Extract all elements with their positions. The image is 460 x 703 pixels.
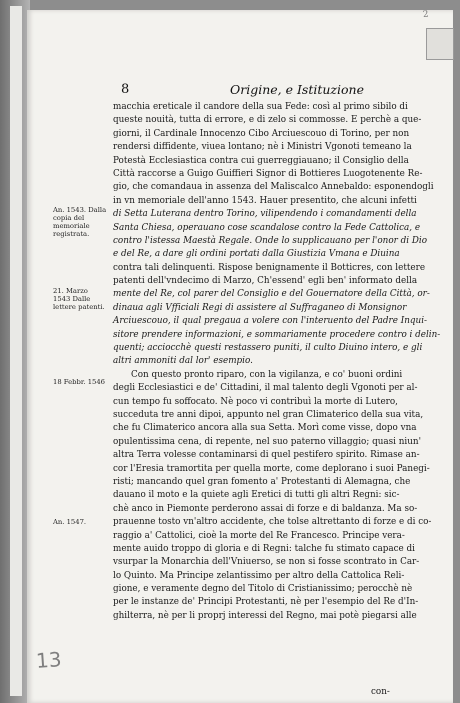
text-line: Città raccorse a Guigo Guiffieri Signor di Bottieres Luogotenente Re- [113,168,423,179]
text-line: Santa Chiesa, operauano cose scandalose contro la Fede Cattolica, e [113,222,421,233]
running-head: Origine, e Istituzione [230,82,364,97]
text-line: altri ammoniti dal lor' esempio. [113,356,253,367]
text-line: per le instanze de' Principi Protestanti, nè per l'esempio del Re d'In- [113,597,419,608]
corner-fold [426,28,454,60]
text-line: chè anco in Piemonte perderono assai di forze e di baldanza. Ma so- [113,503,418,514]
text-line: dinaua agli Vfficiali Regi di assistere al Suffraganeo di Monsignor [113,302,407,313]
text-line: in vn memoriale dell'anno 1543. Hauer presentito, che alcuni infetti [113,195,417,206]
body-text [113,101,441,623]
text-line: succeduta tre anni dipoi, appunto nel gran Climaterico della sua vita, [113,409,424,420]
text-line: raggio a' Cattolici, cioè la morte del Re Francesco. Principe vera- [113,530,405,541]
text-line: Con questo pronto riparo, con la vigilanza, e co' buoni ordini [131,369,403,380]
text-line: mente del Re, col parer del Consiglio e del Gouernatore della Città, or- [113,289,430,300]
text-line: gio, che comandaua in assenza del Maliscalco Annebaldo: esponendogli [113,182,434,193]
text-line: cor l'Eresia tramortita per quella morte, come deplorano i suoi Panegi- [113,463,430,474]
side-note: An. 1547. [53,518,87,526]
text-line: mente auido troppo di gloria e di Regni: talche fu stimato capace di [113,543,415,554]
text-line: e del Re, a dare gli ordini portati dalla Giustizia Vmana e Diuina [113,249,400,260]
folio-mark: 2 [422,9,430,21]
text-line: ghilterra, nè per li proprj interessi del Regno, mai potè piegarsi alle [113,610,417,621]
facing-page-edge [10,6,22,696]
text-line: patenti dell'vndecimo di Marzo, Ch'essend' egli ben' informato della [113,276,418,287]
side-note: 21. Marzo 1543 Dalle lettere patenti. [53,287,105,311]
side-note: An. 1543. Dalla copia del memoriale registrata. [53,206,107,238]
pencil-page-mark: 13 [35,647,63,673]
text-line: quenti; acciocchè questi restassero puniti, il culto Diuino intero, e gli [113,343,423,354]
text-line: macchia ereticale il candore della sua Fede: così al primo sibilo di [113,102,408,112]
text-line: che fu Climaterico ancora alla sua Setta. Morì come visse, dopo vna [113,423,417,434]
text-line: prauenne tosto vn'altro accidente, che tolse altrettanto di forze e di co- [113,517,432,528]
text-line: giorni, il Cardinale Innocenzo Cibo Arciuescouo di Torino, per non [113,128,410,139]
text-line: Potestà Ecclesiastica contra cui guerreggiauano; il Consiglio della [113,155,409,166]
text-line: opulentissima cena, di repente, nel suo paterno villaggio; quasi niun' [113,436,421,447]
text-line: degli Ecclesiastici e de' Cittadini, il mal talento degli Vgonoti per al- [113,383,418,394]
text-line: Arciuescouo, il qual pregaua a volere con l'interuento del Padre Inqui- [113,316,427,327]
text-line: sitore prendere informazioni, e sommariamente procedere contro i delin- [113,329,441,340]
text-line: di Setta Luterana dentro Torino, vilipendendo i comandamenti della [113,209,417,220]
text-line: lo Quinto. Ma Principe zelantissimo per altro della Cattolica Reli- [113,570,405,581]
text-line: gione, e veramente degno del Titolo di Cristianissimo; perocchè nè [113,584,413,595]
catchword: con- [371,687,390,697]
side-note: 18 Febbr. 1546 [53,378,105,386]
text-line: altra Terra volesse contaminarsi di quel pestifero spirito. Rimase an- [113,450,420,461]
page-number: 8 [121,82,130,97]
text-line: vsurpar la Monarchia dell'Vniuerso, se non si fosse scontrato in Car- [113,557,420,568]
text-line: contro l'istessa Maestà Regale. Onde lo supplicauano per l'onor di Dio [113,235,428,246]
text-line: dauano il moto e la quiete agli Eretici di tutti gli altri Regni: sic- [113,490,400,501]
text-line: contra tali delinquenti. Rispose benignamente il Botticres, con lettere [113,262,426,273]
text-line: queste nouità, tutta di errore, e di zelo si commosse. E perchè a que- [113,115,422,126]
text-line: risti; mancando quel gran fomento a' Protestanti di Alemagna, che [113,476,411,487]
text-line: rendersi diffidente, viuea lontano; nè i Ministri Vgonoti temeano la [113,142,412,153]
text-line: cun tempo fu soffocato. Nè poco vi contribuì la morte di Lutero, [113,396,398,407]
